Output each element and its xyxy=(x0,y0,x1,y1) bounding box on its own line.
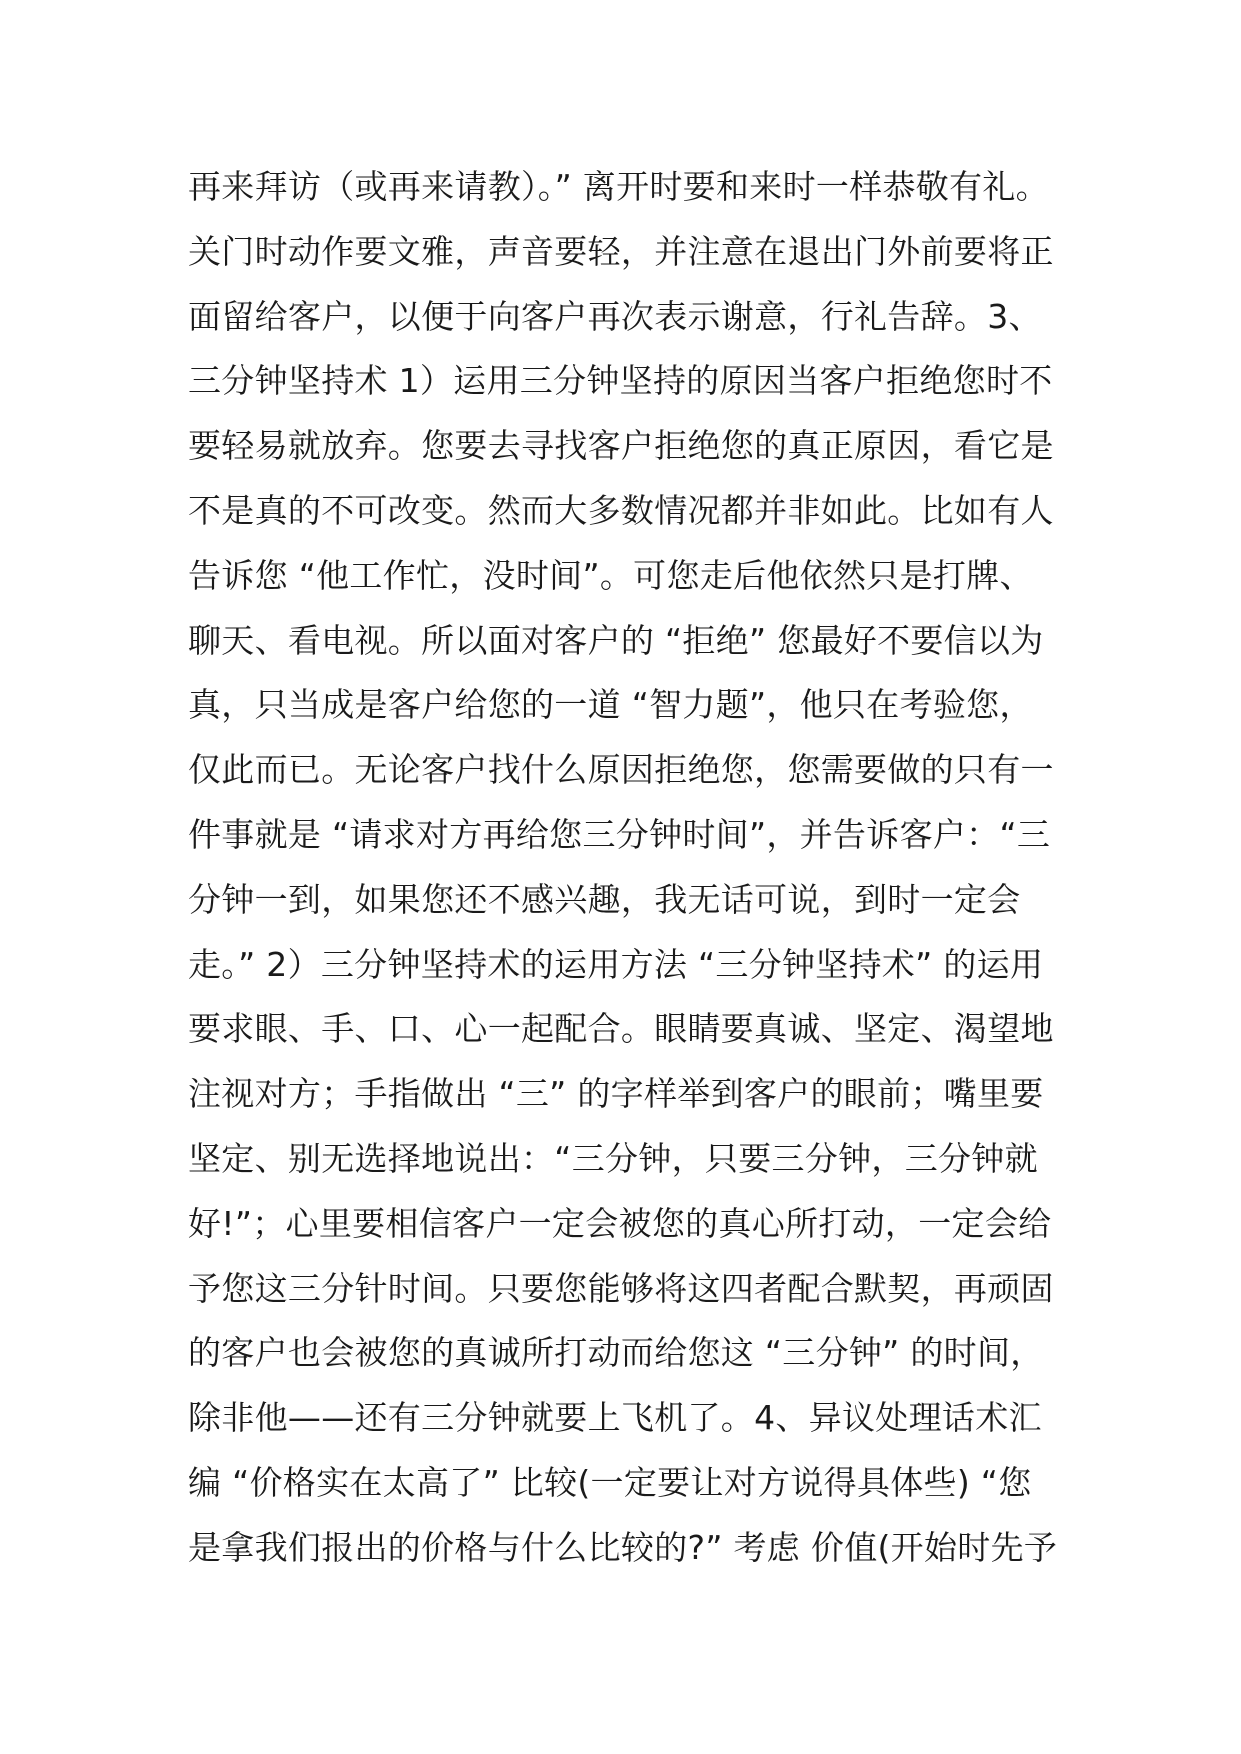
text-line: 分钟一到，如果您还不感兴趣，我无话可说，到时一定会 xyxy=(188,879,1021,919)
text-line: 三分钟坚持术 1）运用三分钟坚持的原因当客户拒绝您时不 xyxy=(188,361,1053,401)
text-line: 走。” 2）三分钟坚持术的运用方法 “三分钟坚持术” 的运用 xyxy=(188,944,1044,984)
text-line: 编 “价格实在太高了” 比较(一定要让对方说得具体些) “您 xyxy=(188,1462,1032,1502)
text-line: 是拿我们报出的价格与什么比较的?” 考虑 价值(开始时先予 xyxy=(188,1527,1058,1567)
text-line: 仅此而已。无论客户找什么原因拒绝您，您需要做的只有一 xyxy=(188,750,1054,790)
text-line: 面留给客户，以便于向客户再次表示谢意，行礼告辞。3、 xyxy=(188,296,1042,336)
text-line: 注视对方；手指做出 “三” 的字样举到客户的眼前；嘴里要 xyxy=(188,1074,1044,1114)
text-line: 真，只当成是客户给您的一道 “智力题”，他只在考验您， xyxy=(188,685,1033,725)
text-line: 再来拜访（或再来请教）。” 离开时要和来时一样恭敬有礼。 xyxy=(188,167,1049,206)
text-line: 件事就是 “请求对方再给您三分钟时间”，并告诉客户：“三 xyxy=(188,814,1051,854)
text-line: 不是真的不可改变。然而大多数情况都并非如此。比如有人 xyxy=(188,490,1054,530)
text-line: 除非他——还有三分钟就要上飞机了。4、异议处理话术汇 xyxy=(188,1398,1042,1438)
text-line: 关门时动作要文雅，声音要轻，并注意在退出门外前要将正 xyxy=(188,231,1054,271)
text-line: 的客户也会被您的真诚所打动而给您这 “三分钟” 的时间， xyxy=(188,1333,1044,1373)
text-line: 要轻易就放弃。您要去寻找客户拒绝您的真正原因，看它是 xyxy=(188,426,1054,466)
text-line: 予您这三分针时间。只要您能够将这四者配合默契，再顽固 xyxy=(188,1268,1054,1308)
text-line: 聊天、看电视。所以面对客户的 “拒绝” 您最好不要信以为 xyxy=(188,620,1044,660)
text-line: 要求眼、手、口、心一起配合。眼睛要真诚、坚定、渴望地 xyxy=(188,1009,1054,1049)
text-line: 告诉您 “他工作忙，没时间”。可您走后他依然只是打牌、 xyxy=(188,555,1033,595)
text-line: 坚定、别无选择地说出：“三分钟，只要三分钟，三分钟就 xyxy=(188,1138,1038,1178)
text-line: 好!”；心里要相信客户一定会被您的真心所打动，一定会给 xyxy=(188,1203,1052,1243)
body-text xyxy=(188,155,1068,1581)
